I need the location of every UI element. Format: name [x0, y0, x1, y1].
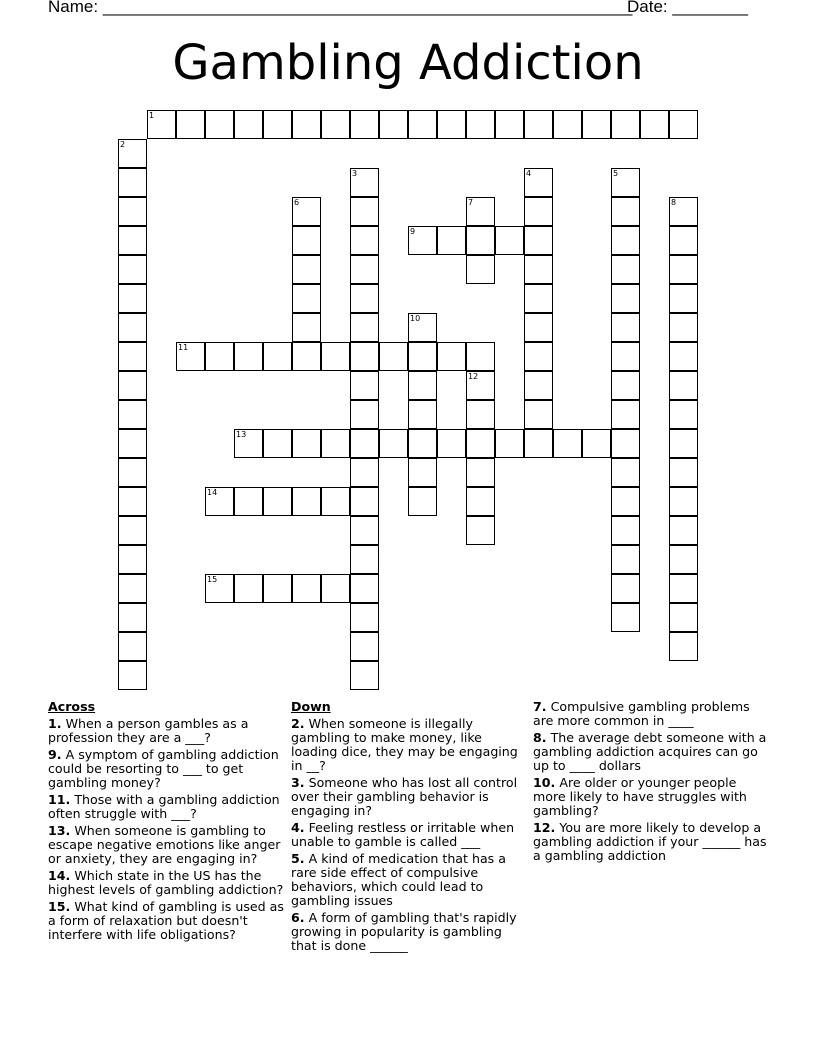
clue-number: 5 [613, 169, 619, 178]
grid-cell[interactable] [118, 458, 147, 487]
grid-cell[interactable] [292, 429, 321, 458]
grid-cell[interactable] [437, 226, 466, 255]
grid-cell[interactable] [379, 342, 408, 371]
grid-cell[interactable] [466, 110, 495, 139]
grid-cell[interactable] [118, 400, 147, 429]
clue-number: 9 [410, 227, 416, 236]
grid-cell[interactable] [611, 313, 640, 342]
grid-cell[interactable] [466, 516, 495, 545]
grid-cell[interactable] [669, 545, 698, 574]
grid-cell[interactable] [669, 458, 698, 487]
grid-cell[interactable] [408, 400, 437, 429]
grid-cell[interactable] [263, 342, 292, 371]
grid-cell[interactable] [408, 226, 437, 255]
grid-cell[interactable] [350, 545, 379, 574]
grid-cell[interactable] [437, 110, 466, 139]
grid-cell[interactable] [176, 342, 205, 371]
clue-number: 7 [468, 198, 474, 207]
grid-cell[interactable] [118, 255, 147, 284]
clue-across-11: 11. Those with a gambling addiction often struggle with ___? [48, 792, 280, 821]
grid-cell[interactable] [321, 342, 350, 371]
grid-cell[interactable] [524, 400, 553, 429]
grid-cell[interactable] [669, 255, 698, 284]
grid-cell[interactable] [350, 255, 379, 284]
grid-cell[interactable] [118, 284, 147, 313]
grid-cell[interactable] [524, 255, 553, 284]
grid-cell[interactable] [466, 400, 495, 429]
grid-cell[interactable] [234, 487, 263, 516]
grid-cell[interactable] [466, 429, 495, 458]
grid-cell[interactable] [292, 313, 321, 342]
clue-across-13: 13. When someone is gambling to escape negative emotions like anger or anxiety, they are engaging in? [48, 823, 281, 866]
grid-cell[interactable] [118, 197, 147, 226]
clue-down-7: 7. Compulsive gambling problems are more common in ____ [533, 699, 750, 728]
grid-cell[interactable] [292, 342, 321, 371]
grid-cell[interactable] [234, 110, 263, 139]
grid-cell[interactable] [350, 371, 379, 400]
grid-cell[interactable] [553, 429, 582, 458]
name-blank: ________________________________________________________ [102, 0, 633, 16]
grid-cell[interactable] [408, 313, 437, 342]
grid-cell[interactable] [350, 632, 379, 661]
grid-cell[interactable] [350, 226, 379, 255]
clue-down-2: 2. When someone is illegally gambling to make money, like loading dice, they may be engaging in __? [291, 716, 518, 773]
clue-number: 1 [149, 111, 155, 120]
clue-number: 2 [120, 140, 126, 149]
clue-across-15: 15. What kind of gambling is used as a form of relaxation but doesn't interfere with life obligations? [48, 899, 284, 942]
grid-cell[interactable] [669, 400, 698, 429]
grid-cell[interactable] [611, 545, 640, 574]
grid-cell[interactable] [350, 429, 379, 458]
grid-cell[interactable] [321, 429, 350, 458]
clue-across-14: 14. Which state in the US has the highest levels of gambling addiction? [48, 868, 284, 897]
grid-cell[interactable] [321, 110, 350, 139]
grid-cell[interactable] [118, 574, 147, 603]
grid-cell[interactable] [640, 110, 669, 139]
grid-cell[interactable] [669, 313, 698, 342]
grid-cell[interactable] [292, 487, 321, 516]
grid-cell[interactable] [292, 110, 321, 139]
grid-cell[interactable] [234, 574, 263, 603]
clue-number: 8 [671, 198, 677, 207]
grid-cell[interactable] [292, 255, 321, 284]
grid-cell[interactable] [118, 632, 147, 661]
grid-cell[interactable] [524, 371, 553, 400]
grid-cell[interactable] [669, 632, 698, 661]
grid-cell[interactable] [176, 110, 205, 139]
grid-cell[interactable] [582, 429, 611, 458]
grid-cell[interactable] [611, 168, 640, 197]
grid-cell[interactable] [495, 110, 524, 139]
grid-cell[interactable] [118, 429, 147, 458]
clue-down-8: 8. The average debt someone with a gambling addiction acquires can go up to ____ dollars [533, 730, 767, 773]
grid-cell[interactable] [379, 110, 408, 139]
grid-cell[interactable] [466, 487, 495, 516]
grid-cell[interactable] [205, 574, 234, 603]
grid-cell[interactable] [524, 429, 553, 458]
date-blank: ________ [672, 0, 749, 16]
grid-cell[interactable] [611, 603, 640, 632]
clue-down-12: 12. You are more likely to develop a gambling addiction if your ______ has a gambling addiction [533, 820, 767, 863]
grid-cell[interactable] [611, 197, 640, 226]
grid-cell[interactable] [118, 168, 147, 197]
grid-cell[interactable] [553, 110, 582, 139]
clue-number: 12 [468, 372, 479, 381]
grid-cell[interactable] [379, 429, 408, 458]
clue-across-9: 9. A symptom of gambling addiction could be resorting to ___ to get gambling money? [48, 747, 279, 790]
grid-cell[interactable] [669, 110, 698, 139]
grid-cell[interactable] [408, 487, 437, 516]
clue-number: 6 [294, 198, 300, 207]
grid-cell[interactable] [118, 545, 147, 574]
clue-down-6: 6. A form of gambling that's rapidly growing in popularity is gambling that is done ______ [291, 910, 517, 953]
page-title: Gambling Addiction [172, 35, 644, 91]
grid-cell[interactable] [669, 342, 698, 371]
grid-cell[interactable] [350, 458, 379, 487]
grid-cell[interactable] [669, 603, 698, 632]
grid-cell[interactable] [321, 574, 350, 603]
down-heading: Down [291, 699, 331, 714]
grid-cell[interactable] [466, 371, 495, 400]
grid-cell[interactable] [118, 661, 147, 690]
grid-cell[interactable] [408, 429, 437, 458]
grid-cell[interactable] [205, 110, 234, 139]
down-clues-continued [533, 700, 769, 866]
clue-down-3: 3. Someone who has lost all control over their gambling behavior is engaging in? [291, 775, 518, 818]
grid-cell[interactable] [205, 342, 234, 371]
grid-cell[interactable] [524, 284, 553, 313]
grid-cell[interactable] [408, 110, 437, 139]
grid-cell[interactable] [669, 226, 698, 255]
grid-cell[interactable] [611, 226, 640, 255]
grid-cell[interactable] [611, 429, 640, 458]
grid-cell[interactable] [350, 284, 379, 313]
grid-cell[interactable] [524, 313, 553, 342]
grid-cell[interactable] [466, 255, 495, 284]
grid-cell[interactable] [495, 429, 524, 458]
grid-cell[interactable] [350, 603, 379, 632]
grid-cell[interactable] [350, 516, 379, 545]
clue-number: 14 [207, 488, 218, 497]
grid-cell[interactable] [234, 429, 263, 458]
grid-cell[interactable] [234, 342, 263, 371]
grid-cell[interactable] [669, 574, 698, 603]
grid-cell[interactable] [524, 168, 553, 197]
clue-down-10: 10. Are older or younger people more likely to have struggles with gambling? [533, 775, 747, 818]
grid-cell[interactable] [466, 342, 495, 371]
clue-down-4: 4. Feeling restless or irritable when unable to gamble is called ___ [291, 820, 515, 849]
grid-cell[interactable] [611, 255, 640, 284]
grid-cell[interactable] [292, 226, 321, 255]
grid-cell[interactable] [524, 197, 553, 226]
clue-number: 3 [352, 169, 358, 178]
grid-cell[interactable] [669, 516, 698, 545]
grid-cell[interactable] [466, 226, 495, 255]
across-heading: Across [48, 699, 96, 714]
down-clues [291, 700, 527, 956]
grid-cell[interactable] [263, 574, 292, 603]
grid-cell[interactable] [669, 371, 698, 400]
clue-number: 15 [207, 575, 218, 584]
grid-cell[interactable] [466, 458, 495, 487]
grid-cell[interactable] [408, 342, 437, 371]
date-label: Date: [627, 0, 668, 16]
name-label: Name: [48, 0, 99, 16]
grid-cell[interactable] [669, 284, 698, 313]
grid-cell[interactable] [292, 197, 321, 226]
grid-cell[interactable] [350, 313, 379, 342]
grid-cell[interactable] [118, 516, 147, 545]
grid-cell[interactable] [350, 574, 379, 603]
grid-cell[interactable] [118, 139, 147, 168]
grid-cell[interactable] [350, 110, 379, 139]
grid-cell[interactable] [524, 342, 553, 371]
grid-cell[interactable] [611, 458, 640, 487]
grid-cell[interactable] [350, 661, 379, 690]
grid-cell[interactable] [408, 371, 437, 400]
grid-cell[interactable] [350, 168, 379, 197]
grid-cell[interactable] [292, 574, 321, 603]
grid-cell[interactable] [350, 400, 379, 429]
grid-cell[interactable] [437, 429, 466, 458]
across-clues [48, 700, 284, 945]
grid-cell[interactable] [118, 603, 147, 632]
grid-cell[interactable] [611, 284, 640, 313]
grid-cell[interactable] [466, 197, 495, 226]
clue-number: 10 [410, 314, 421, 323]
grid-cell[interactable] [611, 110, 640, 139]
grid-cell[interactable] [611, 516, 640, 545]
grid-cell[interactable] [524, 110, 553, 139]
grid-cell[interactable] [350, 487, 379, 516]
clue-number: 13 [236, 430, 247, 439]
clue-down-5: 5. A kind of medication that has a rare side effect of compulsive behaviors, which could lead to gambling issues [291, 851, 506, 908]
grid-cell[interactable] [292, 284, 321, 313]
grid-cell[interactable] [524, 226, 553, 255]
grid-cell[interactable] [669, 487, 698, 516]
grid-cell[interactable] [611, 487, 640, 516]
grid-cell[interactable] [147, 110, 176, 139]
grid-cell[interactable] [118, 371, 147, 400]
grid-cell[interactable] [350, 197, 379, 226]
grid-cell[interactable] [582, 110, 611, 139]
grid-cell[interactable] [669, 429, 698, 458]
grid-cell[interactable] [118, 487, 147, 516]
grid-cell[interactable] [408, 458, 437, 487]
grid-cell[interactable] [263, 110, 292, 139]
grid-cell[interactable] [611, 400, 640, 429]
grid-cell[interactable] [350, 342, 379, 371]
grid-cell[interactable] [321, 487, 350, 516]
grid-cell[interactable] [263, 487, 292, 516]
grid-cell[interactable] [437, 342, 466, 371]
grid-cell[interactable] [263, 429, 292, 458]
clue-number: 4 [526, 169, 532, 178]
grid-cell[interactable] [205, 487, 234, 516]
grid-cell[interactable] [669, 197, 698, 226]
grid-cell[interactable] [118, 342, 147, 371]
grid-cell[interactable] [495, 226, 524, 255]
clue-number: 11 [178, 343, 189, 352]
grid-cell[interactable] [118, 226, 147, 255]
clue-across-1: 1. When a person gambles as a profession they are a ___? [48, 716, 249, 745]
grid-cell[interactable] [118, 313, 147, 342]
grid-cell[interactable] [611, 342, 640, 371]
grid-cell[interactable] [611, 574, 640, 603]
grid-cell[interactable] [611, 371, 640, 400]
